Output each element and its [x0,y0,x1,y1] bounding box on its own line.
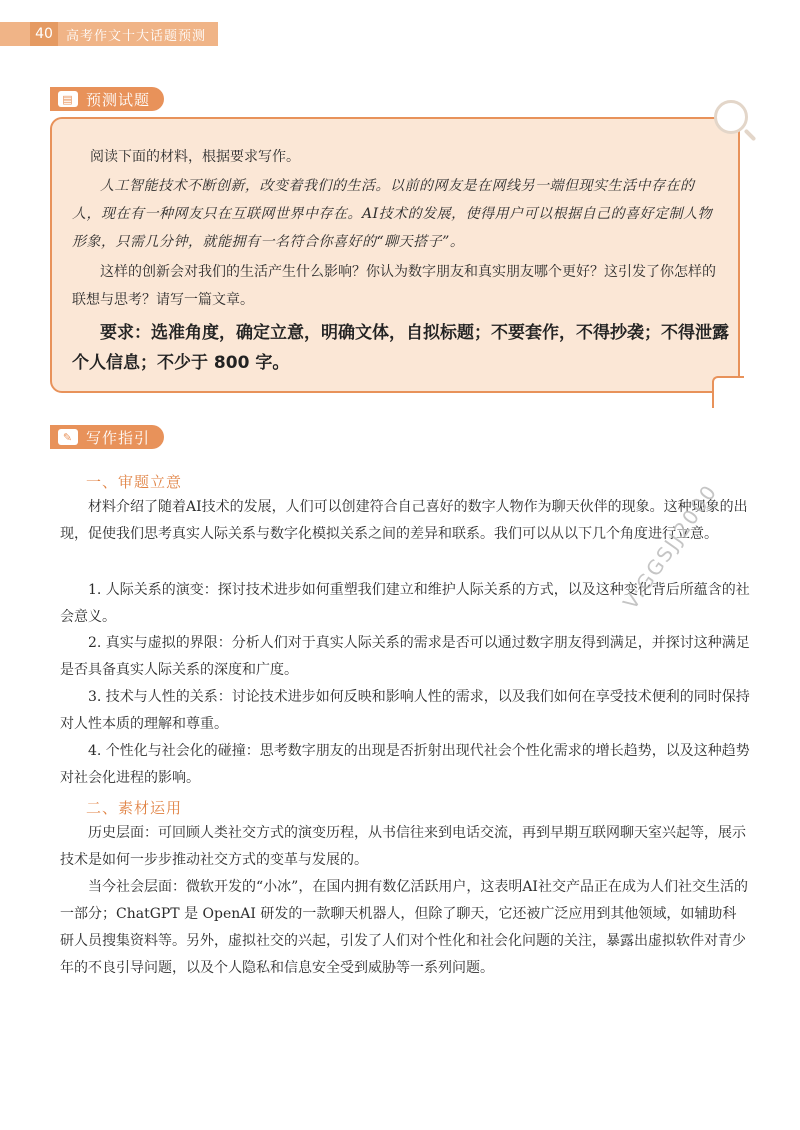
section-title-guide: 写作指引 [86,428,151,447]
guide-intro: 材料介绍了随着AI技术的发展，人们可以创建符合自己喜好的数字人物作为聊天伙伴的现象。这种现象的出现，促使我们思考真实人际关系与数字化模拟关系之间的差异和联系。我们可以从以下几个角度进行立意。 [60,499,748,542]
guide-point-4: 4. 个性化与社会化的碰撞：思考数字朋友的出现是否折射出现代社会个性化需求的增长趋势，以及这种趋势对社会化进程的影响。 [60,743,750,786]
book-title: 高考作文十大话题预测 [66,28,207,44]
heading-theme: 一、审题立意 [86,473,183,491]
pen-icon: ✎ [58,429,78,445]
section-tag-guide [50,425,164,449]
section-tag-question [50,87,164,111]
guide-point-3: 3. 技术与人性的关系：讨论技术进步如何反映和影响人性的需求，以及我们如何在享受技术便利的同时保持对人性本质的理解和尊重。 [60,689,750,732]
guide-point-1: 1. 人际关系的演变：探讨技术进步如何重塑我们建立和维护人际关系的方式，以及这种变化背后所蕴含的社会意义。 [60,582,750,625]
question-instruction: 阅读下面的材料，根据要求写作。 [90,149,300,165]
question-requirements: 要求：选准角度，确定立意，明确文体，自拟标题；不要套作，不得抄袭；不得泄露个人信息；不少于 800 字。 [72,323,729,373]
magnifier-icon [714,100,748,134]
box-corner-decoration [712,376,744,408]
question-material: 人工智能技术不断创新，改变着我们的生活。以前的网友是在网线另一端但现实生活中存在的人，现在有一种网友只在互联网世界中存在。AI技术的发展，使得用户可以根据自己的喜好定制人物形象，只需几分钟，就能拥有一名符合你喜好的“聊天搭子”。 [72,178,713,250]
question-prompt: 这样的创新会对我们的生活产生什么影响？你认为数字朋友和真实朋友哪个更好？这引发了你怎样的联想与思考？请写一篇文章。 [72,264,716,308]
page-header [0,22,218,46]
watermark: V:GGSJJ2000 [618,479,723,614]
guide-present: 当今社会层面：微软开发的“小冰”，在国内拥有数亿活跃用户，这表明AI社交产品正在成为人们社交生活的一部分；ChatGPT 是 OpenAI 研发的一款聊天机器人，但除了聊天，它还被广泛应用到其他领域，如辅助科研人员搜集资料等。另外，虚拟社交的兴起，引发了人们对个性化和社会化问题的关注，暴露出虚拟软件对青少年的不良引导问题，以及个人隐私和信息安全受到威胁等一系列问题。 [60,879,748,976]
guide-point-2: 2. 真实与虚拟的界限：分析人们对于真实人际关系的需求是否可以通过数字朋友得到满足，并探讨这种满足是否具备真实人际关系的深度和广度。 [60,635,750,678]
section-title-question: 预测试题 [86,90,151,109]
page-number: 40 [30,22,58,46]
book-icon: ▤ [58,91,78,107]
heading-material: 二、素材运用 [86,799,183,817]
guide-history: 历史层面：可回顾人类社交方式的演变历程，从书信往来到电话交流，再到早期互联网聊天室兴起等，展示技术是如何一步步推动社交方式的变革与发展的。 [60,825,746,868]
